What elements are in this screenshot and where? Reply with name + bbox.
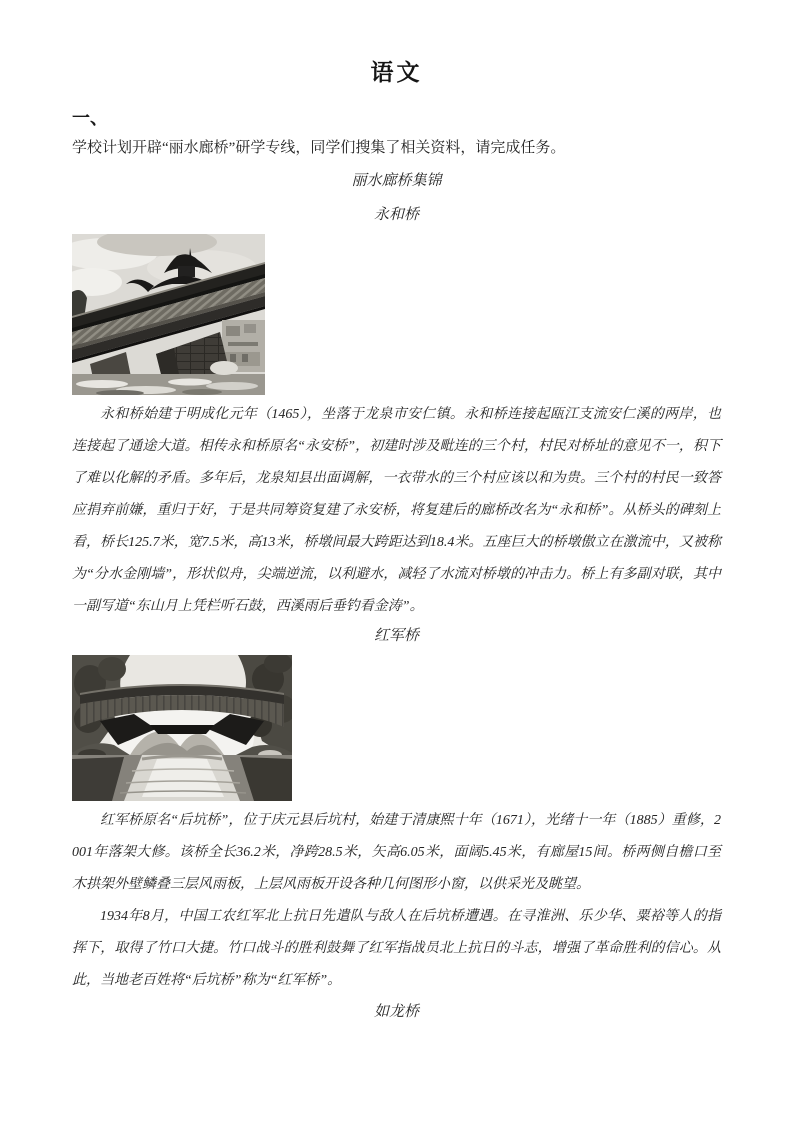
yonghe-bridge-photo xyxy=(72,234,721,395)
bridge-3-title: 如龙桥 xyxy=(373,1004,419,1020)
bridge-2-title: 红军桥 xyxy=(373,628,419,644)
hongjun-bridge-illustration xyxy=(72,655,292,801)
bridge-1-paragraph: 永和桥始建于明成化元年（1465），坐落于龙泉市安仁镇。永和桥连接起瓯江支流安仁溪的两岸，也连接起了通途大道。相传永和桥原名“永安桥”，初建时涉及毗连的三个村，村民对桥址的意见不一，积下了难以化解的矛盾。多年后，龙泉知县出面调解，一衣带水的三个村应该以和为贵。三个村的村民一致答应捐弃前嫌，重归于好，于是共同筹资复建了永安桥，将复建后的廊桥改名为“永和桥”。从桥头的碑刻上看，桥长125.7米，宽7.5米，高13米，桥墩间最大跨距达到18.4米。五座巨大的桥墩傲立在激流中，又被称为“分水金刚墙”，形状似舟，尖端逆流，以利避水，减轻了水流对桥墩的冲击力。桥上有多副对联，其中一副写道“东山月上凭栏听石鼓，西溪雨后垂钓看金涛”。 xyxy=(72,407,721,614)
section-number: 一、 xyxy=(72,108,108,128)
bridge-2-paragraph-2: 1934年8月，中国工农红军北上抗日先遣队与敌人在后坑桥遭遇。在寻淮洲、乐少华、粟裕等人的指挥下，取得了竹口大捷。竹口战斗的胜利鼓舞了红军指战员北上抗日的斗志，增强了革命胜利的信心。从此，当地老百姓将“后坑桥”称为“红军桥”。 xyxy=(72,909,721,988)
yonghe-bridge-illustration xyxy=(72,234,265,395)
bridge-2-paragraph-1: 红军桥原名“后坑桥”，位于庆元县后坑村，始建于清康熙十年（1671），光绪十一年（1885）重修，2001年落架大修。该桥全长36.2米，净跨28.5米，矢高6.05米，面阔5.45米，有廊屋15间。桥两侧自檐口至木拱架外壁鳞叠三层风雨板，上层风雨板开设各种几何图形小窗，以供采光及眺望。 xyxy=(72,813,721,892)
collection-title: 丽水廊桥集锦 xyxy=(351,173,442,189)
hongjun-bridge-photo xyxy=(72,655,721,801)
intro-text: 学校计划开辟“丽水廊桥”研学专线，同学们搜集了相关资料，请完成任务。 xyxy=(72,140,566,156)
page-title: 语文 xyxy=(370,60,423,85)
bridge-1-title: 永和桥 xyxy=(373,207,419,223)
